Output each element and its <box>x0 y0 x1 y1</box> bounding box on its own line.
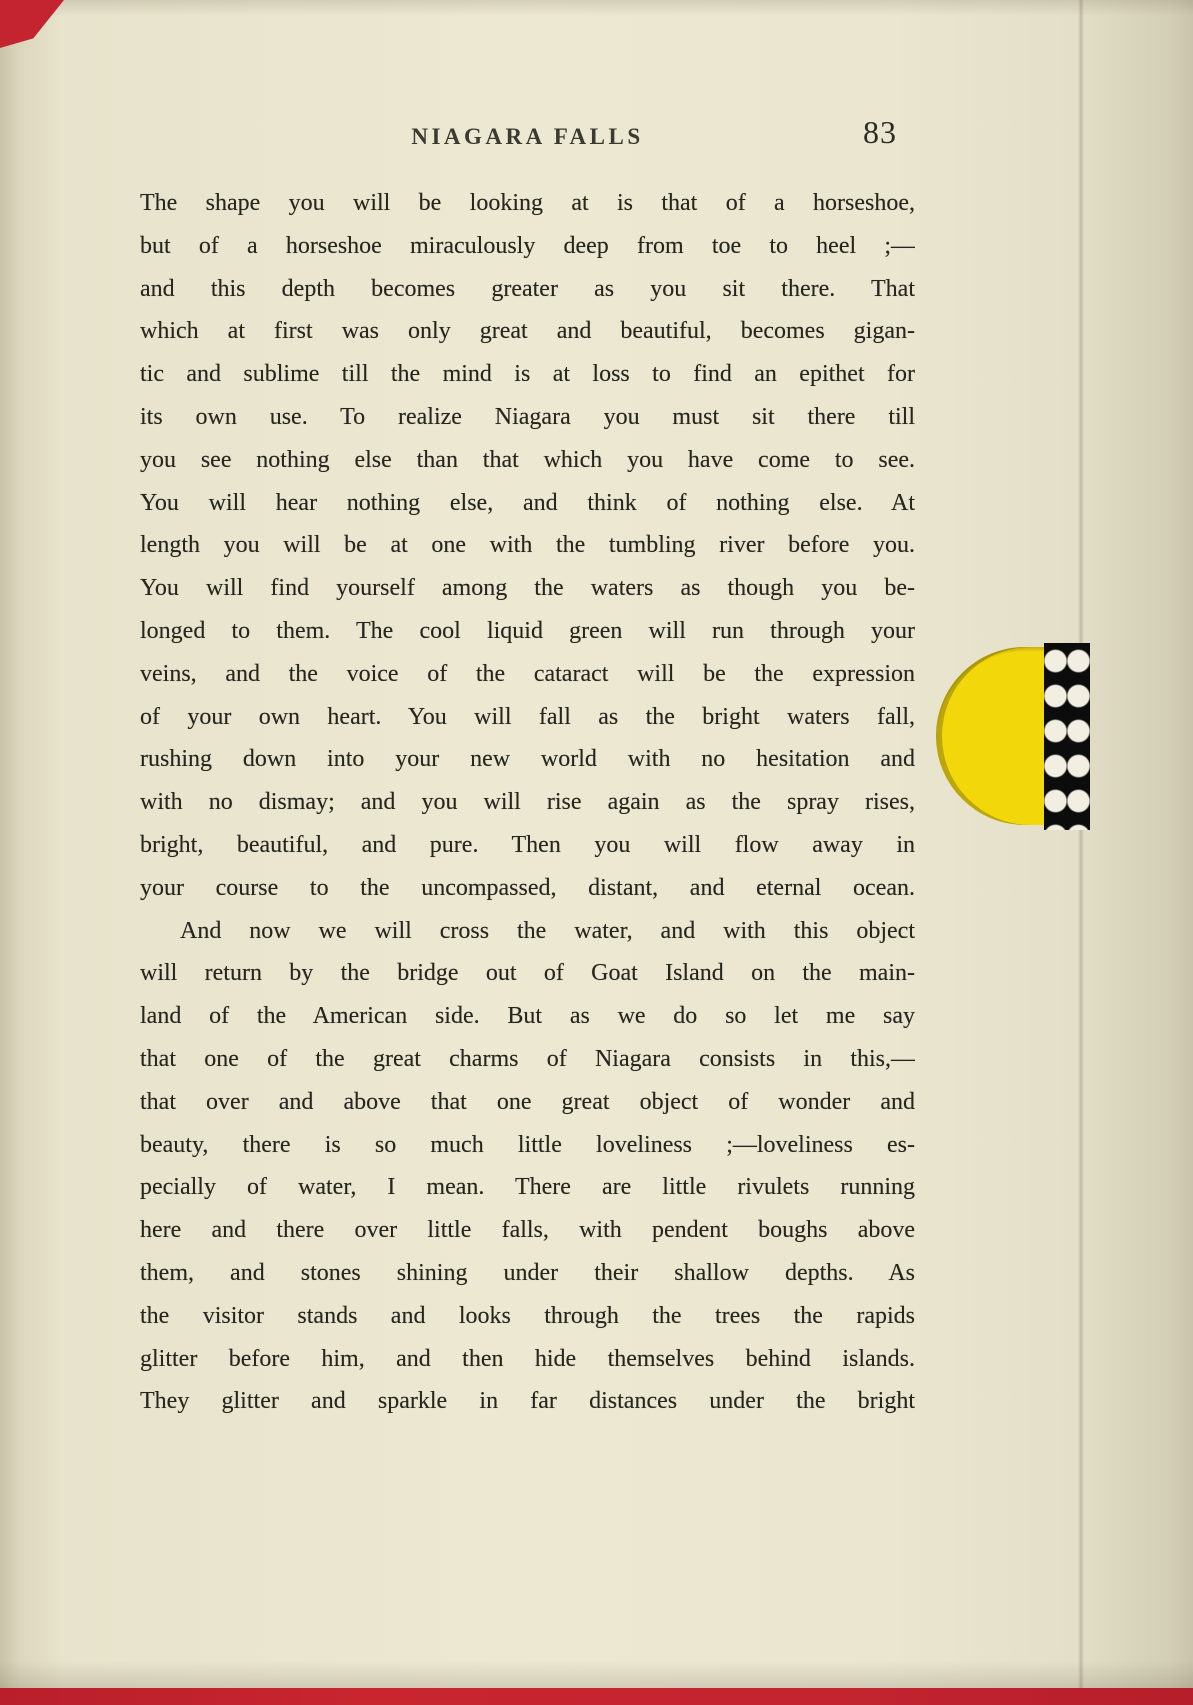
text-line: You will hear nothing else, and think of nothing else. At <box>140 489 915 516</box>
running-header-title: NIAGARA FALLS <box>411 124 644 149</box>
text-line: and this depth becomes greater as you sit there. That <box>140 275 915 302</box>
text-line: of your own heart. You will fall as the bright waters fall, <box>140 703 915 730</box>
text-line: longed to them. The cool liquid green will run through your <box>140 617 915 644</box>
text-column <box>140 112 915 1423</box>
page-fold-edge <box>1078 0 1084 1705</box>
text-line: beauty, there is so much little loveliness ;—loveliness es- <box>140 1131 915 1158</box>
body-text <box>140 182 915 1423</box>
text-line: with no dismay; and you will rise again as the spray rises, <box>140 789 915 816</box>
bookmark-dots-pattern <box>1044 643 1090 830</box>
text-line: bright, beautiful, and pure. Then you will flow away in <box>140 831 915 858</box>
bookmark-tab <box>936 643 1090 830</box>
text-line: the visitor stands and looks through the trees the rapids <box>140 1302 915 1329</box>
text-line: length you will be at one with the tumbling river before you. <box>140 532 915 559</box>
text-line: that one of the great charms of Niagara consists in this,— <box>140 1045 915 1072</box>
text-line: its own use. To realize Niagara you must sit there till <box>140 403 915 430</box>
text-line: And now we will cross the water, and with this object <box>180 917 915 944</box>
text-line: that over and above that one great object of wonder and <box>140 1088 915 1115</box>
page-number: 83 <box>863 114 897 150</box>
text-line: veins, and the voice of the cataract will be the expression <box>140 660 915 687</box>
text-line: pecially of water, I mean. There are little rivulets running <box>140 1174 915 1201</box>
red-corner-mark <box>0 0 64 48</box>
text-line: here and there over little falls, with pendent boughs above <box>140 1217 915 1244</box>
text-line: They glitter and sparkle in far distances under the bright <box>140 1388 915 1415</box>
text-line: them, and stones shining under their shallow depths. As <box>140 1259 915 1286</box>
text-line: your course to the uncompassed, distant, and eternal ocean. <box>140 874 915 901</box>
text-line: glitter before him, and then hide themselves behind islands. <box>140 1345 915 1372</box>
text-line: will return by the bridge out of Goat Island on the main- <box>140 960 915 987</box>
text-line: You will find yourself among the waters as though you be- <box>140 575 915 602</box>
text-line: tic and sublime till the mind is at loss to find an epithet for <box>140 361 915 388</box>
text-line: but of a horseshoe miraculously deep from toe to heel ;— <box>140 232 915 259</box>
bookmark-yellow-shape <box>936 647 1056 825</box>
page-header <box>140 112 915 158</box>
text-line: which at first was only great and beautiful, becomes gigan- <box>140 318 915 345</box>
text-line: land of the American side. But as we do so let me say <box>140 1003 915 1030</box>
text-line: you see nothing else than that which you have come to see. <box>140 446 915 473</box>
text-line: rushing down into your new world with no hesitation and <box>140 746 915 773</box>
text-line: The shape you will be looking at is that of a horseshoe, <box>140 190 915 216</box>
red-bottom-strip <box>0 1688 1193 1705</box>
